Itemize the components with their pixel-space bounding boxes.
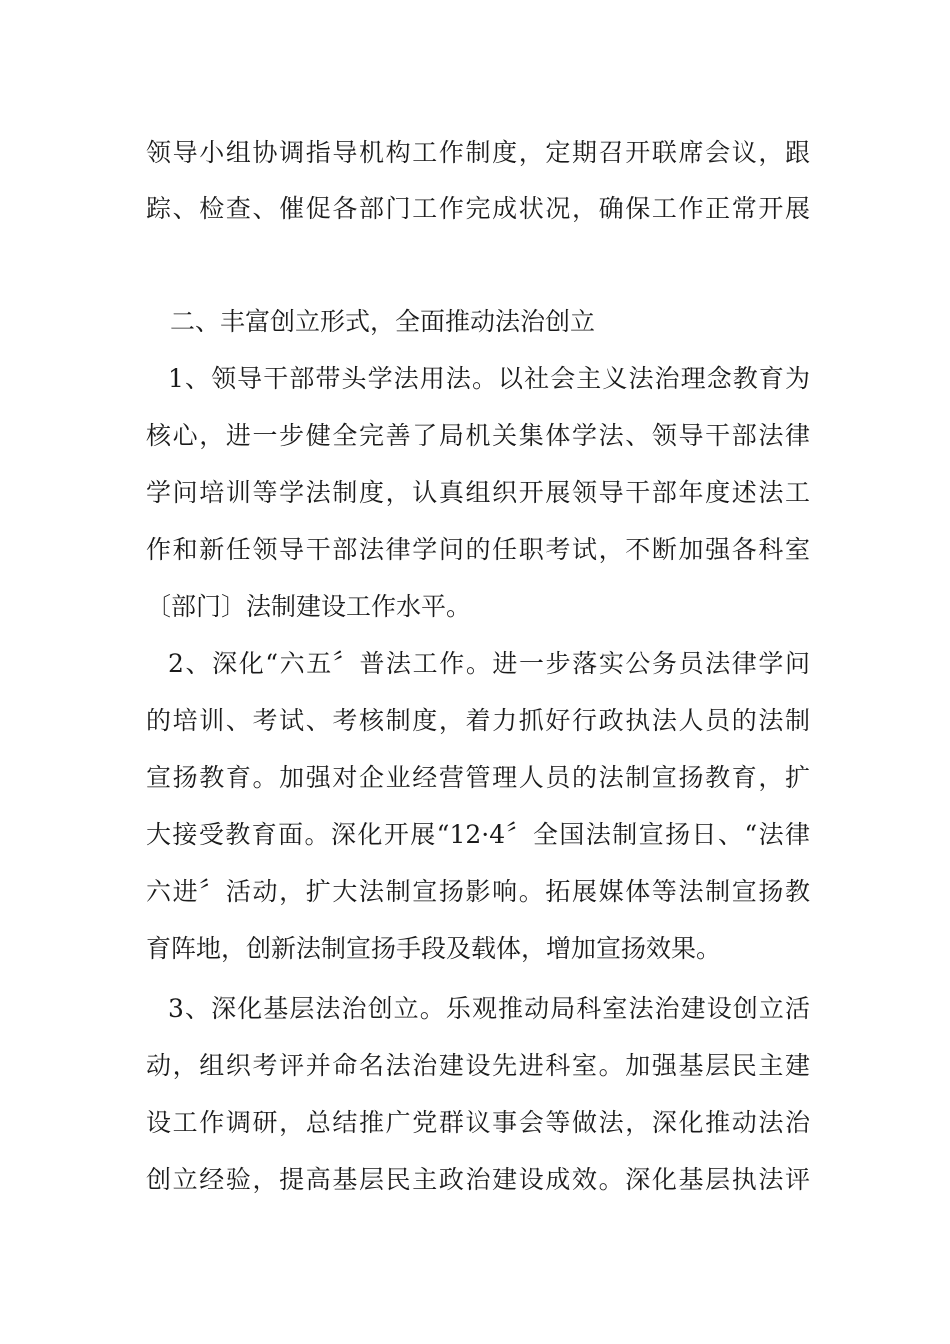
body-line: 宣扬教育。加强对企业经营管理人员的法制宣扬教育，扩 [146, 763, 810, 792]
body-line: 踪、检查、催促各部门工作完成状况，确保工作正常开展 [146, 194, 810, 223]
body-line: 作和新任领导干部法律学问的任职考试，不断加强各科室 [146, 535, 810, 564]
item-3-first-line: 3、深化基层法治创立。乐观推动局科室法治建设创立活 [168, 994, 810, 1023]
item-1-first-line: 1、领导干部带头学法用法。以社会主义法治理念教育为 [168, 364, 810, 393]
body-line: 动，组织考评并命名法治建设先进科室。加强基层民主建 [146, 1051, 810, 1080]
body-line: 学问培训等学法制度，认真组织开展领导干部年度述法工 [146, 478, 810, 507]
body-line: 的培训、考试、考核制度，着力抓好行政执法人员的法制 [146, 706, 810, 735]
body-line: 创立经验，提高基层民主政治建设成效。深化基层执法评 [146, 1165, 810, 1194]
body-line: 〔部门〕法制建设工作水平。 [146, 592, 472, 621]
body-line: 设工作调研，总结推广党群议事会等做法，深化推动法治 [146, 1108, 810, 1137]
body-line: 领导小组协调指导机构工作制度，定期召开联席会议，跟 [146, 138, 810, 167]
section-heading: 二、丰富创立形式，全面推动法治创立 [170, 307, 596, 336]
body-line: 核心，进一步健全完善了局机关集体学法、领导干部法律 [146, 421, 810, 450]
body-line: 大接受教育面。深化开展“12·4〞全国法制宣扬日、“法律 [146, 820, 810, 849]
body-line: 六进〞活动，扩大法制宣扬影响。拓展媒体等法制宣扬教 [146, 877, 810, 906]
body-line: 育阵地，创新法制宣扬手段及载体，增加宣扬效果。 [146, 934, 722, 963]
item-2-first-line: 2、深化“六五〞普法工作。进一步落实公务员法律学问 [168, 649, 810, 678]
